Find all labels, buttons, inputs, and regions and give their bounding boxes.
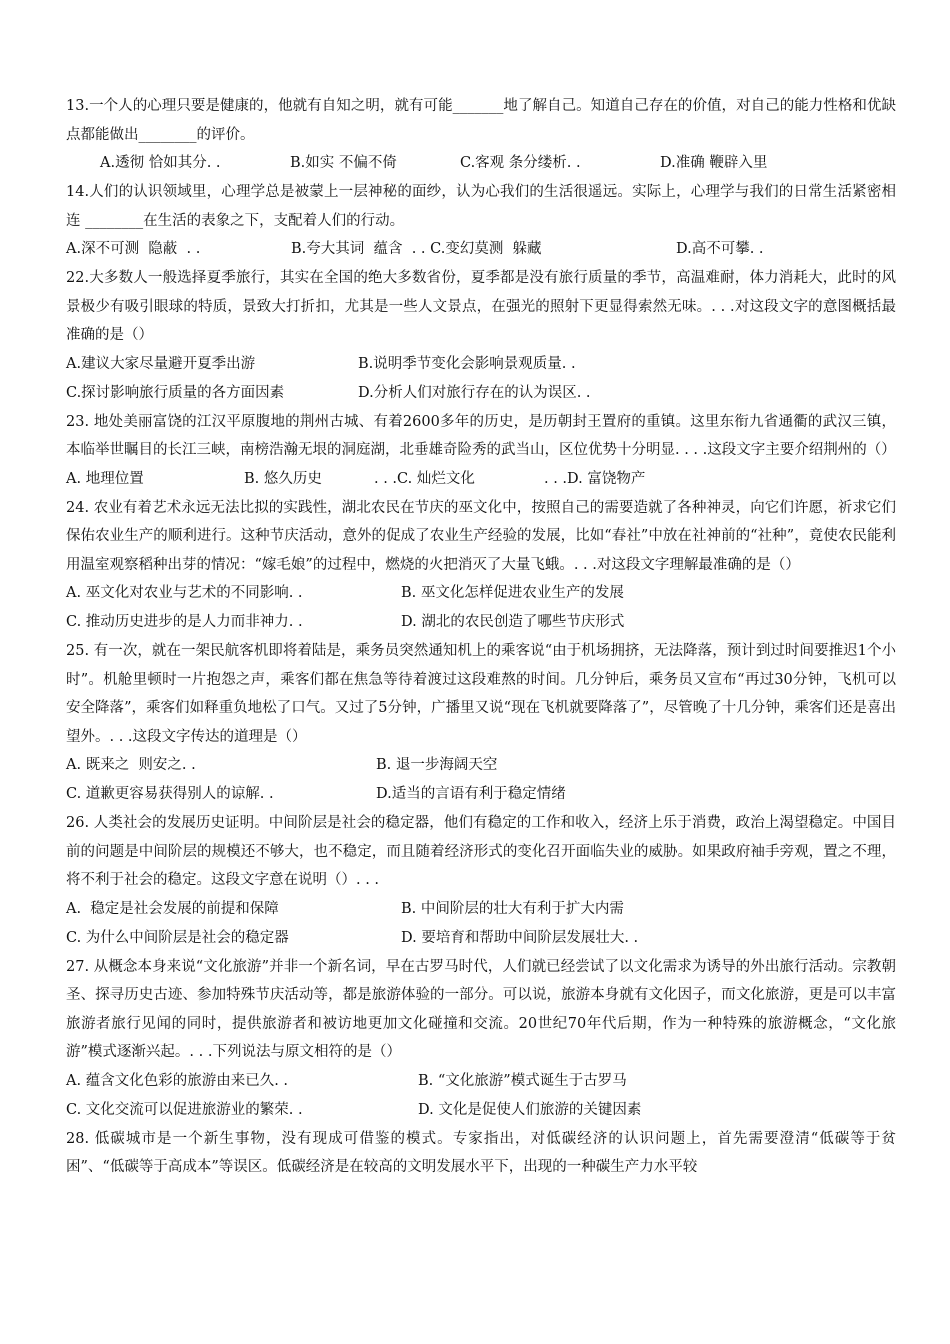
option-d: D. 湖北的农民创造了哪些节庆形式 (401, 614, 625, 630)
question-24-options-row2 (66, 608, 896, 637)
option-d: D. 要培育和帮助中间阶层发展壮大. . (401, 929, 639, 946)
option-c: C. 文化交流可以促进旅游业的繁荣. . (66, 1101, 303, 1118)
option-a: A. 蕴含文化色彩的旅游由来已久. . (66, 1072, 289, 1089)
question-13-options (66, 149, 896, 178)
question-27-stem: 27. 从概念本身来说“文化旅游”并非一个新名词，早在古罗马时代，人们就已经尝试了以文化需求为诱导的外出旅行活动。宗教朝圣、探寻历史古迹、参加特殊节庆活动等，都是旅游体验的一部分。可以说，旅游本身就有文化因子，而文化旅游，更是可以丰富旅游者旅行见闻的同时，提供旅游者和被访地更加文化碰撞和交流。20世纪70年代后期，作为一种特殊的旅游概念，“文化旅游”模式逐渐兴起。. . .下列说法与原文相符的是（） (66, 958, 896, 1060)
question-27-options-row2 (66, 1096, 896, 1125)
option-c: C. 推动历史进步的是人力而非神力. . (66, 614, 303, 630)
option-b: B. “文化旅游”模式诞生于古罗马 (418, 1072, 627, 1089)
question-25-stem: 25. 有一次，就在一架民航客机即将着陆是，乘务员突然通知机上的乘客说“由于机场拥挤，无法降落，预计到过时间要推迟1个小时”。机舱里顿时一片抱怨之声，乘客们都在焦急等待着渡过这段难熬的时间。几分钟后，乘务员又宣布“再过30分钟，飞机可以安全降落”，乘客们如释重负地松了口气。又过了5分钟，广播里又说“现在飞机就要降落了”，尽管晚了十几分钟，乘客们还是喜出望外。. . .这段文字传达的道理是（） (66, 643, 896, 745)
question-14-stem: 14.人们的认识领域里，心理学总是被蒙上一层神秘的面纱，认为心我们的生活很遥远。实际上，心理学与我们的日常生活紧密相连 ________在生活的表象之下，支配着人们的行动。 (66, 184, 896, 229)
option-a: A. 稳定是社会发展的前提和保障 (66, 900, 279, 917)
option-b-c: B.夸大其词 蕴含 . . C.变幻莫测 躲藏 (291, 241, 542, 257)
option-b: B. 退一步海阔天空 (376, 757, 498, 773)
option-a: A. 巫文化对农业与艺术的不同影响. . (66, 585, 303, 601)
question-14-options (66, 235, 896, 264)
option-b: B. 巫文化怎样促进农业生产的发展 (401, 585, 624, 601)
option-a: A.建议大家尽量避开夏季出游 (66, 355, 256, 372)
option-a: A.透彻 恰如其分. . (100, 155, 221, 171)
question-24-options-row1 (66, 579, 896, 608)
question-23-stem: 23. 地处美丽富饶的江汉平原腹地的荆州古城、有着2600多年的历史，是历朝封王置府的重镇。这里东衔九省通衢的武汉三镇，本临举世瞩目的长江三峡，南榜浩瀚无垠的洞庭湖，北垂雄奇险秀的武当山，区位优势十分明显. . . .这段文字主要介绍荆州的（） (66, 413, 896, 458)
question-22-stem: 22.大多数人一般选择夏季旅行，其实在全国的绝大多数省份，夏季都是没有旅行质量的季节，高温难耐，体力消耗大，此时的风景极少有吸引眼球的特质，景致大打折扣，尤其是一些人文景点，在强光的照射下更显得索然无味。. . .对这段文字的意图概括最准确的是（） (66, 270, 896, 343)
option-b: B. 中间阶层的壮大有利于扩大内需 (401, 900, 624, 917)
document-page (66, 92, 896, 1182)
question-24-stem: 24. 农业有着艺术永远无法比拟的实践性，湖北农民在节庆的巫文化中，按照自己的需要造就了各种神灵，向它们许愿，祈求它们保佑农业生产的顺利进行。这种节庆活动，意外的促成了农业生产经验的发展，比如“春社”中放在社神前的“社种”，竟使农民能利用温室观察稻种出芽的情况：“嫁毛娘”的过程中，燃烧的火把消灭了大量飞蛾。. . .对这段文字理解最准确的是（） (66, 499, 896, 573)
option-c: C.客观 条分缕析. . (460, 155, 581, 171)
option-c: . . .C. 灿烂文化 (374, 470, 475, 487)
question-22-options-row2 (66, 379, 896, 408)
question-25-options-row2 (66, 780, 896, 809)
question-22-options-row1 (66, 350, 896, 379)
option-b: B. 悠久历史 (244, 470, 322, 487)
option-d: D.高不可攀. . (676, 241, 764, 257)
option-a: A. 地理位置 (66, 470, 144, 487)
question-28-stem: 28. 低碳城市是一个新生事物，没有现成可借鉴的模式。专家指出，对低碳经济的认识问题上，首先需要澄清“低碳等于贫困”、“低碳等于高成本”等误区。低碳经济是在较高的文明发展水平下，出现的一种碳生产力水平较 (66, 1130, 896, 1175)
option-c: C.探讨影响旅行质量的各方面因素 (66, 384, 285, 401)
question-13-stem: 13.一个人的心理只要是健康的，他就有自知之明，就有可能_______地了解自己。知道自己存在的价值，对自己的能力性格和优缺点都能做出________的评价。 (66, 98, 896, 143)
question-23-options (66, 465, 896, 494)
option-d: D.适当的言语有利于稳定情绪 (376, 786, 566, 802)
question-26-options-row2 (66, 924, 896, 953)
option-a: A. 既来之 则安之. . (66, 757, 196, 773)
option-d: D. 文化是促使人们旅游的关键因素 (418, 1101, 642, 1118)
option-b: B.说明季节变化会影响景观质量. . (358, 355, 576, 372)
option-d: . . .D. 富饶物产 (544, 470, 646, 487)
option-c: C. 道歉更容易获得别人的谅解. . (66, 786, 274, 802)
question-26-stem: 26. 人类社会的发展历史证明。中间阶层是社会的稳定器，他们有稳定的工作和收入，经济上乐于消费，政治上渴望稳定。中国目前的问题是中间阶层的规模还不够大，也不稳定，而且随着经济形式的变化召开面临失业的威胁。如果政府袖手旁观，置之不理，将不利于社会的稳定。这段文字意在说明（）. . . (66, 815, 896, 888)
question-26-options-row1 (66, 895, 896, 924)
question-27-options-row1 (66, 1067, 896, 1096)
option-d: D.分析人们对旅行存在的认为误区. . (358, 384, 591, 401)
question-25-options-row1 (66, 751, 896, 780)
option-a: A.深不可测 隐蔽 . . (66, 241, 201, 257)
option-c: C. 为什么中间阶层是社会的稳定器 (66, 929, 289, 946)
option-b: B.如实 不偏不倚 (290, 155, 397, 171)
option-d: D.准确 鞭辟入里 (660, 155, 768, 171)
